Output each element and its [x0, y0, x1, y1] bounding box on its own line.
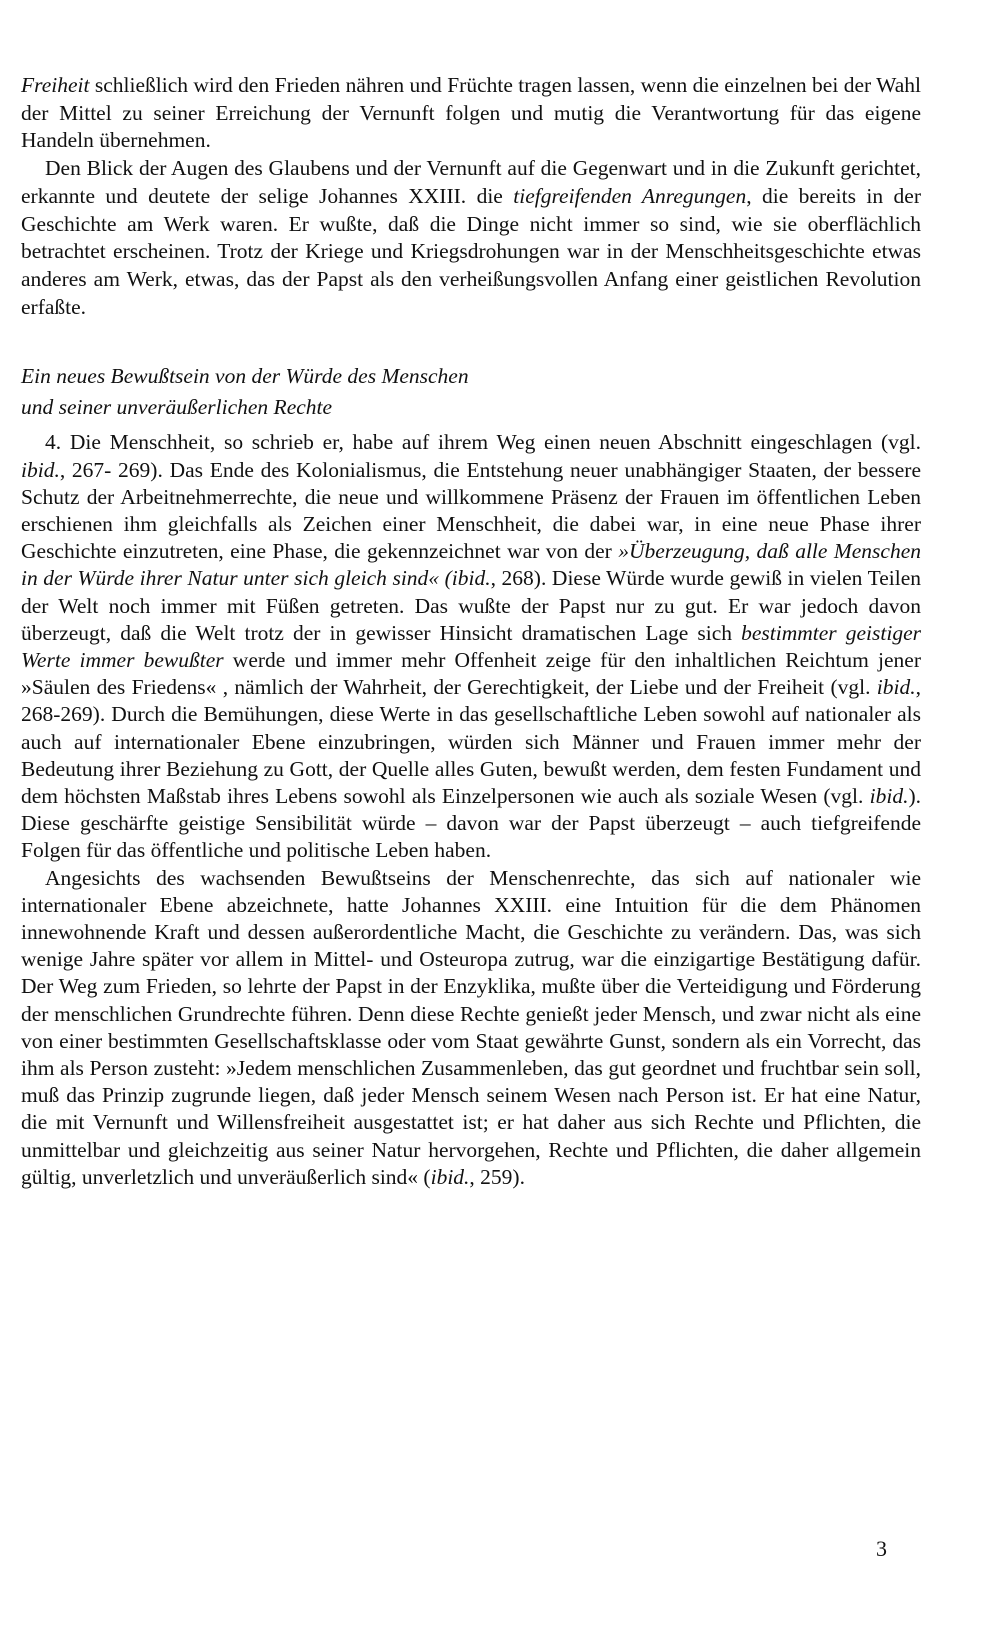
page-number: 3 [876, 1536, 887, 1561]
emphasis-text: ibid. [430, 1164, 470, 1189]
body-text: , 259). [469, 1164, 525, 1189]
emphasis-text: ibid. [869, 783, 909, 808]
document-page [21, 72, 921, 1191]
body-text: , 267- 269). Das Ende des Kolonialismus, die Entstehung neuer unabhängiger Staaten, der bessere Schutz der Arbeitnehmerrechte, die neue und willkommene Präsenz der Frauen im öffentlichen Leben erschienen ihm gleichfalls als Zeichen einer Menschheit, die dabei war, in eine neue Phase ihrer Geschichte einzutreten, eine Phase, die gekennzeichnet war von der [21, 457, 921, 564]
emphasis-text: ibid. [876, 675, 916, 700]
emphasis-text: ibid. [21, 457, 60, 482]
emphasis-text: »Überzeugung, daß alle Menschen in der Würde ihrer Natur unter sich gleich sind« (ibid. [21, 539, 921, 591]
emphasis-text: Freiheit [21, 73, 90, 97]
body-text: 4. Die Menschheit, so schrieb er, habe auf ihrem Weg einen neuen Abschnitt eingeschlagen (vgl. [45, 430, 921, 455]
emphasis-text: bestimmter geistiger Werte immer bewußter [21, 620, 921, 672]
section-heading-line-1: Ein neues Bewußtsein von der Würde des Menschen [21, 364, 469, 389]
body-text: schließlich wird den Frieden nähren und Früchte tragen lassen, wenn die einzelnen bei der Wahl der Mittel zu seiner Erreichung der Vernunft folgen und mutig die Verantwortung für das eigene Handeln übernehmen. [21, 73, 921, 153]
body-text: ). Diese geschärfte geistige Sensibilität würde – davon war der Papst überzeugt – auch tiefgreifende Folgen für das öffentliche und politische Leben haben. [21, 783, 921, 863]
paragraph-johannes [21, 155, 921, 321]
body-text: Angesichts des wachsenden Bewußtseins der Menschenrechte, das sich auf nationaler wie internationaler Ebene abzeichnete, hatte Johannes XXIII. eine Intuition für die dem Phänomen innewohnende Kraft und dessen außerordentliche Macht, die Geschichte zu verändern. Das, was sich wenige Jahre später vor allem in Mittel- und Osteuropa zutrug, war die einzigartige Bestätigung dafür. Der Weg zum Frieden, so lehrte der Papst in der Enzyklika, mußte über die Verteidigung und Förderung der menschlichen Grundrechte führen. Denn diese Rechte genießt jeder Mensch, und zwar nicht als eine von einer bestimmten Gesellschaftsklasse oder vom Staat gewährte Gunst, sondern als ein Vorrecht, das ihm als Person zusteht: »Jedem menschlichen Zusammenleben, das gut geordnet und fruchtbar sein soll, muß das Prinzip zugrunde liegen, daß jeder Mensch seinem Wesen nach Person ist. Er hat eine Natur, die mit Vernunft und Willensfreiheit ausgestattet ist; er hat daher aus sich Rechte und Pflichten, die unmittelbar und gleichzeitig aus seiner Natur hervorgehen, Rechte und Pflichten, die daher allgemein gültig, unverletzlich und unveräußerlich sind« ( [21, 865, 921, 1189]
emphasis-text: tiefgreifenden Anregungen [513, 183, 747, 208]
paragraph-freiheit [21, 72, 921, 155]
section-heading-line-2: und seiner unveräußerlichen Rechte [21, 395, 333, 420]
body-text: , die bereits in der Geschichte am Werk waren. Er wußte, daß die Dinge nicht immer so sind, wie sie oberflächlich betrachtet erscheinen. Trotz der Kriege und Kriegsdrohungen war in der Menschheitsgeschichte etwas anderes am Werk, etwas, das der Papst als den verheißungsvollen Anfang einer geistlichen Revolution erfaßte. [21, 183, 921, 319]
body-text: werde und immer mehr Offenheit zeige für den inhaltlichen Reichtum jener »Säulen des Friedens« , nämlich der Wahrheit, der Gerechtigkeit, der Liebe und der Freiheit (vgl. [21, 647, 921, 700]
paragraph-section-4 [21, 429, 921, 864]
body-text: , 268-269). Durch die Bemühungen, diese Werte in das gesellschaftliche Leben sowohl auf nationaler als auch auf internationaler Ebene einzubringen, würden sich Männer und Frauen immer mehr der Bedeutung ihrer Beziehung zu Gott, der Quelle alles Guten, bewußt werden, dem festen Fundament und dem höchsten Maßstab ihres Lebens sowohl als Einzelpersonen wie auch als soziale Wesen (vgl. [21, 675, 921, 808]
body-text: Den Blick der Augen des Glaubens und der Vernunft auf die Gegenwart und in die Zukunft gerichtet, erkannte und deutete der selige Johannes XXIII. die [21, 156, 921, 208]
paragraph-menschenrechte [21, 865, 921, 1191]
section-heading [21, 361, 921, 423]
body-text: , 268). Diese Würde wurde gewiß in vielen Teilen der Welt noch immer mit Füßen getreten. Das wußte der Papst nur zu gut. Er war jedoch davon überzeugt, daß die Welt trotz der in gewisser Hinsicht dramatischen Lage sich [21, 566, 921, 645]
